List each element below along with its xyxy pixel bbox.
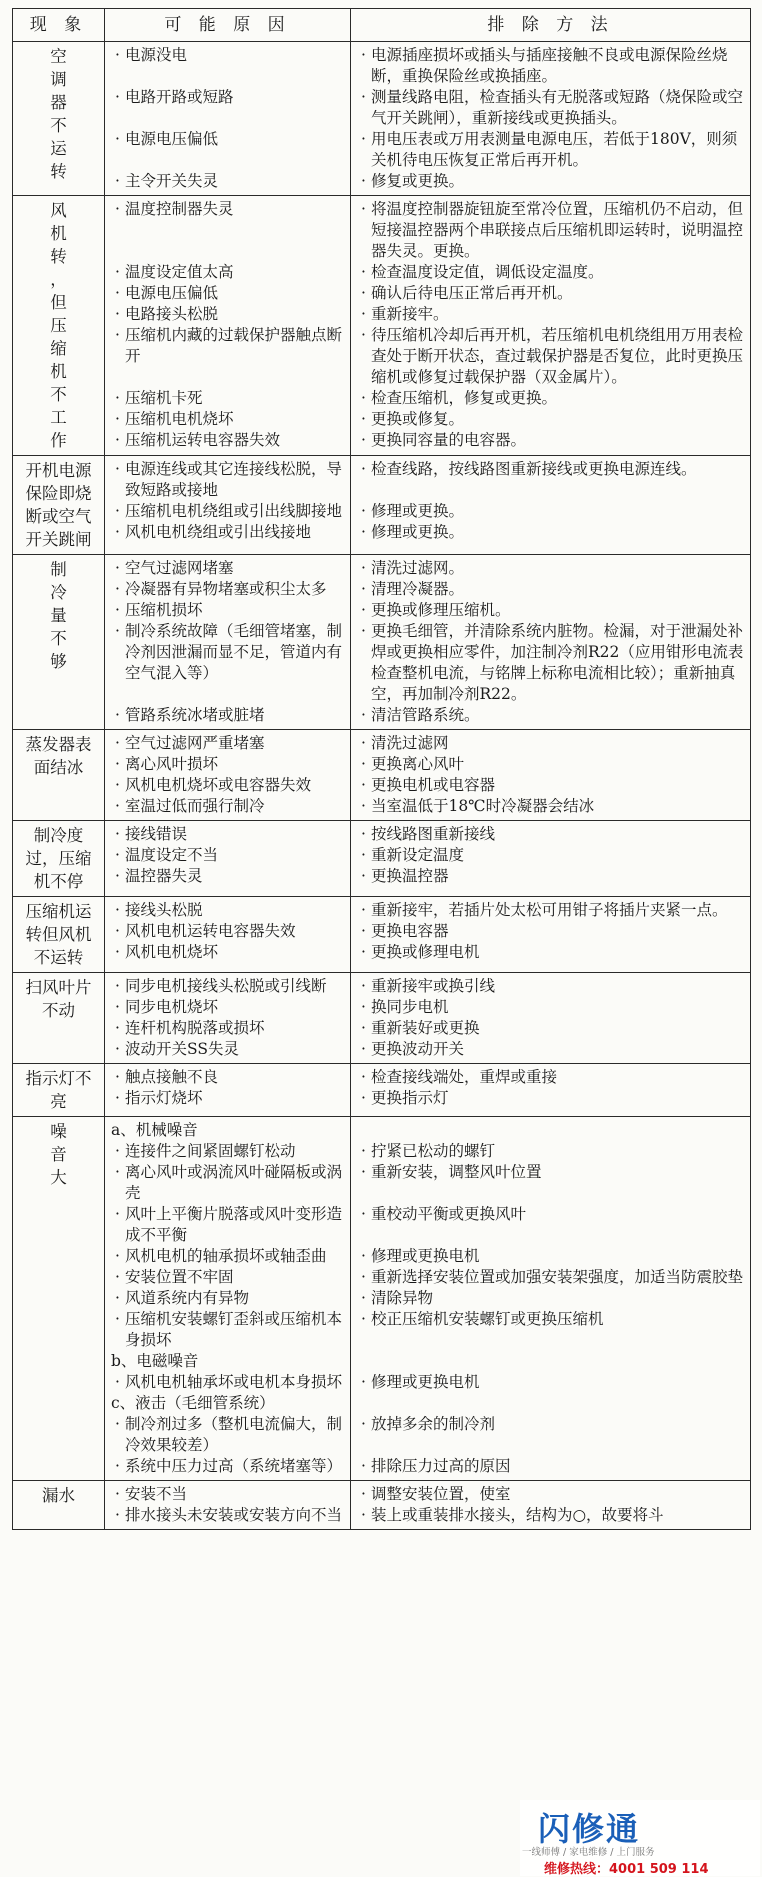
fix-item: · 调整安装位置，使室 bbox=[357, 1484, 744, 1505]
symptom-cell bbox=[13, 555, 105, 730]
cause-item: · 压缩机卡死 bbox=[111, 388, 344, 409]
symptom-cell bbox=[13, 897, 105, 973]
symptom-cell bbox=[13, 1117, 105, 1481]
fix-item: · 重校动平衡或更换风叶 bbox=[357, 1204, 744, 1246]
fix-item: · 更换或修复。 bbox=[357, 409, 744, 430]
watermark-hotline: 维修热线：4001 509 114 bbox=[544, 1862, 709, 1877]
symptom-text: 压缩机运转但风机不运转 bbox=[25, 902, 92, 967]
table-row bbox=[13, 555, 751, 730]
fix-item: · 更换指示灯 bbox=[357, 1088, 744, 1109]
cause-item: · 电源电压偏低 bbox=[111, 283, 344, 304]
symptom-cell bbox=[13, 42, 105, 196]
cause-item: · 压缩机运转电容器失效 bbox=[111, 430, 344, 451]
table-row bbox=[13, 1064, 751, 1117]
fix-cell bbox=[351, 42, 751, 196]
troubleshooting-table bbox=[12, 8, 751, 1530]
cause-item: · 制冷系统故障（毛细管堵塞，制冷剂因泄漏而显不足，管道内有空气混入等） bbox=[111, 621, 344, 705]
symptom-text: 开机电源保险即烧断或空气开关跳闸 bbox=[25, 461, 92, 549]
cause-cell bbox=[105, 42, 351, 196]
symptom-text: 噪 音 大 bbox=[50, 1122, 67, 1187]
fix-item: · 重新选择安装位置或加强安装架强度，加适当防震胶垫 bbox=[357, 1267, 744, 1288]
fix-item: · 修理或更换电机 bbox=[357, 1246, 744, 1267]
cause-item: · 空气过滤网堵塞 bbox=[111, 558, 344, 579]
fix-item: · 重新接牢。 bbox=[357, 304, 744, 325]
symptom-cell bbox=[13, 821, 105, 897]
fix-cell bbox=[351, 1481, 751, 1530]
fix-item: · 用电压表或万用表测量电源电压，若低于180V，则须关机待电压恢复正常后再开机。 bbox=[357, 129, 744, 171]
symptom-cell bbox=[13, 730, 105, 821]
fix-cell bbox=[351, 973, 751, 1064]
fix-item: · 当室温低于18℃时冷凝器会结冰 bbox=[357, 796, 744, 817]
cause-item: · 连杆机构脱落或损坏 bbox=[111, 1018, 344, 1039]
symptom-text: 扫风叶片不动 bbox=[25, 978, 92, 1020]
cause-cell bbox=[105, 1064, 351, 1117]
cause-item: · 接线头松脱 bbox=[111, 900, 344, 921]
symptom-text: 风 机 转 ， 但 压 缩 机 不 工 作 bbox=[50, 201, 67, 450]
cause-item: · 排水接头未安装或安装方向不当 bbox=[111, 1505, 344, 1526]
symptom-cell bbox=[13, 1481, 105, 1530]
cause-item: · 压缩机安装螺钉歪斜或压缩机本身损坏 bbox=[111, 1309, 344, 1351]
cause-item: · 压缩机电机绕组或引出线脚接地 bbox=[111, 501, 344, 522]
cause-group-heading: c、液击（毛细管系统） bbox=[111, 1394, 275, 1412]
fix-cell bbox=[351, 555, 751, 730]
cause-item: · 离心风叶损坏 bbox=[111, 754, 344, 775]
cause-item: · 安装不当 bbox=[111, 1484, 344, 1505]
fix-item: · 重新装好或更换 bbox=[357, 1018, 744, 1039]
cause-item: · 同步电机接线头松脱或引线断 bbox=[111, 976, 344, 997]
table-row bbox=[13, 42, 751, 196]
cause-item: · 冷凝器有异物堵塞或积尘太多 bbox=[111, 579, 344, 600]
fix-item: · 换同步电机 bbox=[357, 997, 744, 1018]
cause-item: · 风道系统内有异物 bbox=[111, 1288, 344, 1309]
fix-item: · 装上或重装排水接头，结构为○，故要将斗 bbox=[357, 1505, 744, 1526]
fix-item: · 修理或更换。 bbox=[357, 522, 744, 543]
fix-item: · 清除异物 bbox=[357, 1288, 744, 1309]
fix-item: · 检查压缩机，修复或更换。 bbox=[357, 388, 744, 409]
cause-cell bbox=[105, 555, 351, 730]
watermark-logo: 闪修通 bbox=[538, 1810, 641, 1848]
fix-cell bbox=[351, 456, 751, 555]
fix-item: · 更换或修理压缩机。 bbox=[357, 600, 744, 621]
fix-item: · 修复或更换。 bbox=[357, 171, 744, 192]
cause-item: · 温度控制器失灵 bbox=[111, 199, 344, 262]
fix-item: · 检查接线端处，重焊或重接 bbox=[357, 1067, 744, 1088]
fix-item: · 检查线路，按线路图重新接线或更换电源连线。 bbox=[357, 459, 744, 501]
cause-item: · 波动开关SS失灵 bbox=[111, 1039, 344, 1060]
cause-cell bbox=[105, 1481, 351, 1530]
fix-item: · 更换离心风叶 bbox=[357, 754, 744, 775]
cause-item: · 电路接头松脱 bbox=[111, 304, 344, 325]
cause-item: · 风机电机烧坏 bbox=[111, 942, 344, 963]
fix-cell bbox=[351, 821, 751, 897]
fix-item: · 重新接牢或换引线 bbox=[357, 976, 744, 997]
fix-item: · 修理或更换电机 bbox=[357, 1372, 744, 1393]
cause-item: · 管路系统冰堵或脏堵 bbox=[111, 705, 344, 726]
cause-group-heading: a、机械噪音 bbox=[111, 1121, 198, 1139]
fix-spacer bbox=[357, 1351, 744, 1372]
fix-item: · 拧紧已松动的螺钉 bbox=[357, 1141, 744, 1162]
header-row bbox=[13, 9, 751, 42]
cause-item: · 制冷剂过多（整机电流偏大，制冷效果较差） bbox=[111, 1414, 344, 1456]
cause-group-heading: b、电磁噪音 bbox=[111, 1352, 199, 1370]
fix-item: · 电源插座损坏或插头与插座接触不良或电源保险丝烧断，重换保险丝或换插座。 bbox=[357, 45, 744, 87]
symptom-text: 蒸发器表面结冰 bbox=[25, 735, 92, 777]
fix-item: · 更换毛细管，并清除系统内脏物。检漏，对于泄漏处补焊或更换相应零件，加注制冷剂R22（应用钳形电流表检查整机电流，与铭牌上标称电流相比较）；重新抽真空，再加制冷剂R22。 bbox=[357, 621, 744, 705]
fix-item: · 按线路图重新接线 bbox=[357, 824, 744, 845]
fix-cell bbox=[351, 897, 751, 973]
table-row bbox=[13, 1481, 751, 1530]
cause-item: · 电源电压偏低 bbox=[111, 129, 344, 171]
fix-item: · 重新设定温度 bbox=[357, 845, 744, 866]
cause-item: · 风机电机绕组或引出线接地 bbox=[111, 522, 344, 543]
cause-item: · 风叶上平衡片脱落或风叶变形造成不平衡 bbox=[111, 1204, 344, 1246]
header-cause: 可 能 原 因 bbox=[105, 9, 351, 42]
table-row bbox=[13, 897, 751, 973]
fix-item: · 清理冷凝器。 bbox=[357, 579, 744, 600]
cause-cell bbox=[105, 730, 351, 821]
fix-cell bbox=[351, 1117, 751, 1481]
cause-item: · 接线错误 bbox=[111, 824, 344, 845]
fix-item: · 将温度控制器旋钮旋至常冷位置，压缩机仍不启动，但短接温控器两个串联接点后压缩机即运转时，说明温控器失灵。更换。 bbox=[357, 199, 744, 262]
fix-spacer bbox=[357, 1120, 744, 1141]
fix-item: · 放掉多余的制冷剂 bbox=[357, 1414, 744, 1456]
fix-item: · 检查温度设定值，调低设定温度。 bbox=[357, 262, 744, 283]
fix-item: · 重新安装，调整风叶位置 bbox=[357, 1162, 744, 1204]
fix-item: · 测量线路电阻，检查插头有无脱落或短路（烧保险或空气开关跳闸），重新接线或更换插头。 bbox=[357, 87, 744, 129]
cause-item: · 电路开路或短路 bbox=[111, 87, 344, 129]
symptom-text: 漏水 bbox=[42, 1486, 75, 1505]
symptom-text: 空 调 器 不 运 转 bbox=[50, 47, 67, 181]
table-row bbox=[13, 196, 751, 456]
fix-item: · 更换电容器 bbox=[357, 921, 744, 942]
header-symptom: 现 象 bbox=[13, 9, 105, 42]
symptom-text: 制冷度过，压缩机不停 bbox=[25, 826, 92, 891]
cause-item: · 电源连线或其它连接线松脱，导致短路或接地 bbox=[111, 459, 344, 501]
fix-item: · 更换温控器 bbox=[357, 866, 744, 887]
cause-item: · 温控器失灵 bbox=[111, 866, 344, 887]
cause-item: · 主令开关失灵 bbox=[111, 171, 344, 192]
fix-item: · 排除压力过高的原因 bbox=[357, 1456, 744, 1477]
fix-cell bbox=[351, 196, 751, 456]
cause-item: · 系统中压力过高（系统堵塞等） bbox=[111, 1456, 344, 1477]
cause-item: · 安装位置不牢固 bbox=[111, 1267, 344, 1288]
fix-item: · 修理或更换。 bbox=[357, 501, 744, 522]
cause-cell bbox=[105, 196, 351, 456]
symptom-cell bbox=[13, 196, 105, 456]
cause-cell bbox=[105, 897, 351, 973]
symptom-cell bbox=[13, 456, 105, 555]
cause-item: · 空气过滤网严重堵塞 bbox=[111, 733, 344, 754]
cause-item: · 电源没电 bbox=[111, 45, 344, 87]
table-row bbox=[13, 1117, 751, 1481]
table-row bbox=[13, 973, 751, 1064]
table-row bbox=[13, 821, 751, 897]
cause-item: · 温度设定值太高 bbox=[111, 262, 344, 283]
cause-item: · 压缩机电机烧坏 bbox=[111, 409, 344, 430]
fix-cell bbox=[351, 1064, 751, 1117]
cause-item: · 风机电机烧坏或电容器失效 bbox=[111, 775, 344, 796]
cause-item: · 温度设定不当 bbox=[111, 845, 344, 866]
cause-item: · 压缩机内藏的过载保护器触点断开 bbox=[111, 325, 344, 388]
cause-item: · 离心风叶或涡流风叶碰隔板或涡壳 bbox=[111, 1162, 344, 1204]
fix-item: · 待压缩机冷却后再开机，若压缩机电机绕组用万用表检查处于断开状态，查过载保护器是否复位，此时更换压缩机或修复过载保护器（双金属片）。 bbox=[357, 325, 744, 388]
cause-item: · 风机电机运转电容器失效 bbox=[111, 921, 344, 942]
cause-item: · 连接件之间紧固螺钉松动 bbox=[111, 1141, 344, 1162]
cause-cell bbox=[105, 973, 351, 1064]
fix-item: · 重新接牢，若插片处太松可用钳子将插片夹紧一点。 bbox=[357, 900, 744, 921]
fix-item: · 清洗过滤网。 bbox=[357, 558, 744, 579]
symptom-cell bbox=[13, 973, 105, 1064]
fix-item: · 清洁管路系统。 bbox=[357, 705, 744, 726]
table-row bbox=[13, 456, 751, 555]
fix-spacer bbox=[357, 1393, 744, 1414]
fix-item: · 确认后待电压正常后再开机。 bbox=[357, 283, 744, 304]
watermark bbox=[520, 1800, 760, 1876]
cause-item: · 指示灯烧坏 bbox=[111, 1088, 344, 1109]
cause-item: · 风机电机的轴承损坏或轴歪曲 bbox=[111, 1246, 344, 1267]
watermark-tagline: 一线师傅 / 家电维修 / 上门服务 bbox=[522, 1847, 655, 1858]
fix-item: · 清洗过滤网 bbox=[357, 733, 744, 754]
fix-item: · 更换波动开关 bbox=[357, 1039, 744, 1060]
cause-item: · 同步电机烧坏 bbox=[111, 997, 344, 1018]
fix-item: · 更换同容量的电容器。 bbox=[357, 430, 744, 451]
cause-cell bbox=[105, 1117, 351, 1481]
cause-item: · 风机电机轴承坏或电机本身损坏 bbox=[111, 1372, 344, 1393]
cause-item: · 触点接触不良 bbox=[111, 1067, 344, 1088]
symptom-text: 指示灯不亮 bbox=[25, 1069, 92, 1111]
fix-item: · 校正压缩机安装螺钉或更换压缩机 bbox=[357, 1309, 744, 1351]
fix-item: · 更换或修理电机 bbox=[357, 942, 744, 963]
fix-cell bbox=[351, 730, 751, 821]
fix-item: · 更换电机或电容器 bbox=[357, 775, 744, 796]
cause-item: · 压缩机损坏 bbox=[111, 600, 344, 621]
cause-cell bbox=[105, 821, 351, 897]
table-row bbox=[13, 730, 751, 821]
cause-cell bbox=[105, 456, 351, 555]
symptom-text: 制 冷 量 不 够 bbox=[50, 560, 67, 671]
symptom-cell bbox=[13, 1064, 105, 1117]
header-fix: 排 除 方 法 bbox=[351, 9, 751, 42]
cause-item: · 室温过低而强行制冷 bbox=[111, 796, 344, 817]
